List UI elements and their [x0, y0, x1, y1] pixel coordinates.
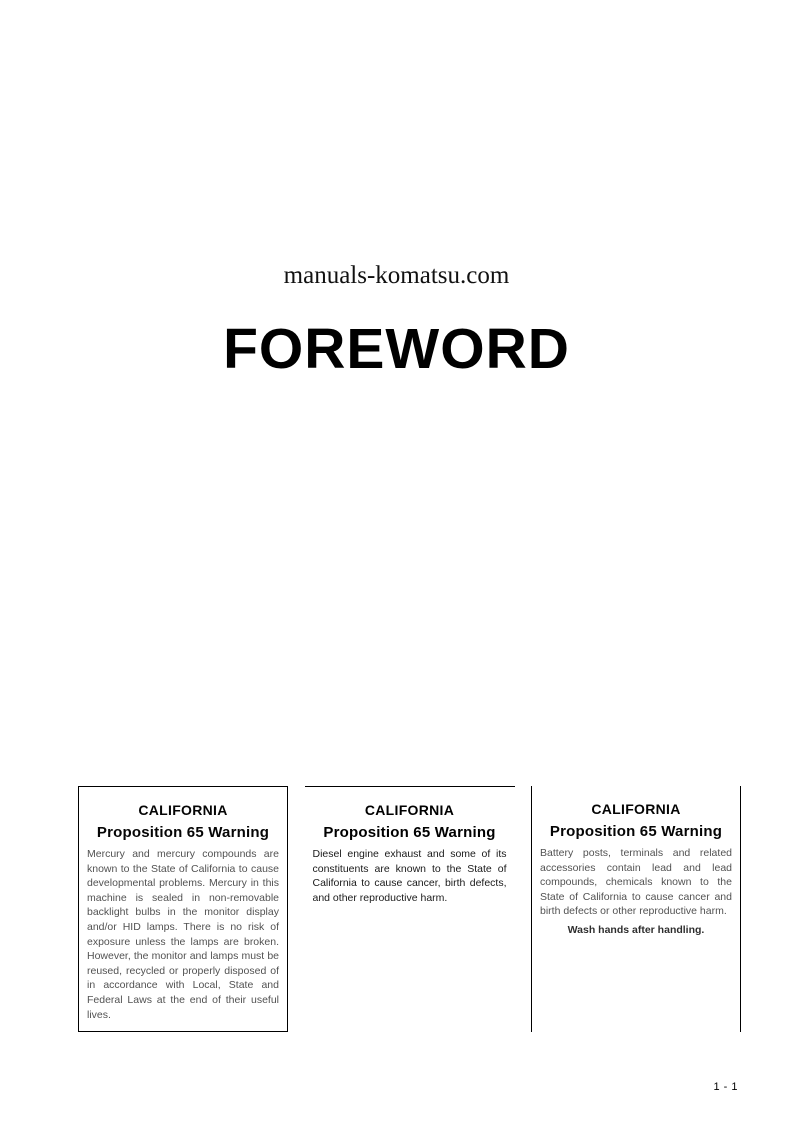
warning-body: Mercury and mercury compounds are known to the State of California to cause developmental problems. Mercury in this machine is sealed in non-removable backlight bulbs in the monitor display and/or HID lamps. There is no risk of exposure unless the lamps are broken. However, the monitor and lamps must be reused, recycled or properly disposed of in accordance with Local, State and Federal Laws at the end of their useful lives. [87, 848, 279, 1021]
warning-heading: CALIFORNIA [138, 802, 228, 818]
warning-box-mercury [78, 786, 288, 1032]
warning-body: Diesel engine exhaust and some of its constituents are known to the State of California to cause cancer, birth defects, and other reproductive harm. [312, 848, 507, 904]
wash-hands-text: Wash hands after handling. [567, 923, 705, 936]
warning-box-diesel-exhaust [305, 786, 515, 1032]
warning-subheading: Proposition 65 Warning [549, 823, 723, 840]
warning-subheading: Proposition 65 Warning [323, 824, 496, 841]
site-watermark: manuals-komatsu.com [283, 262, 510, 289]
warning-boxes-row [78, 786, 741, 1032]
warning-box-battery [531, 786, 741, 1032]
warning-emphasis [538, 923, 734, 938]
warning-body: Battery posts, terminals and related accessories contain lead and lead compounds, chemicals known to the State of California to cause cancer and birth defects or other reproductive harm. [540, 847, 732, 918]
warning-heading: CALIFORNIA [591, 801, 681, 817]
warning-subheading: Proposition 65 Warning [96, 824, 270, 841]
page-number: 1 - 1 [713, 1081, 738, 1093]
page-title: FOREWORD [223, 317, 570, 381]
warning-heading: CALIFORNIA [364, 802, 455, 818]
